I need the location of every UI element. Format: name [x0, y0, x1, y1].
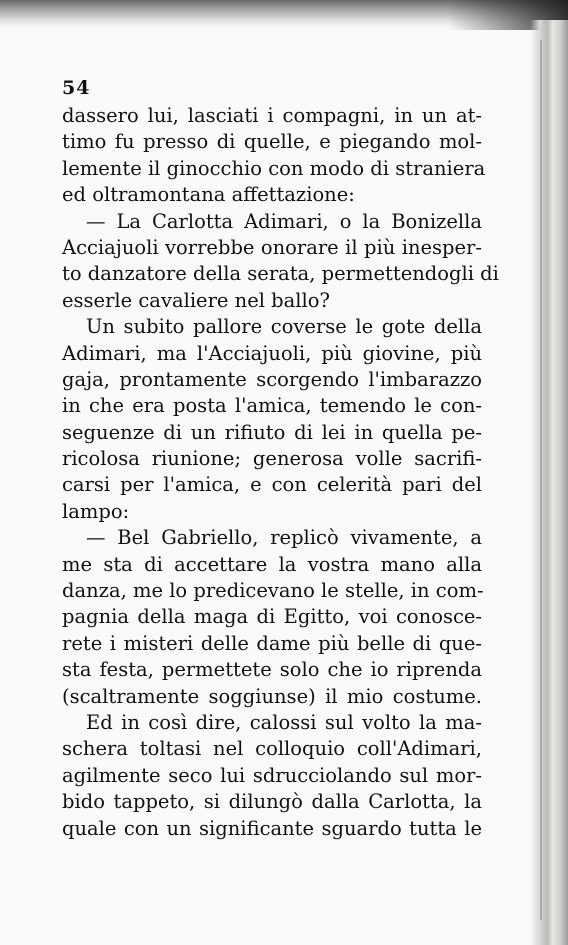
text-line: me sta di accettare la vostra mano alla: [62, 552, 482, 576]
text-line: lampo:: [62, 499, 130, 523]
text-line: carsi per l'amica, e con celerità pari del: [62, 473, 482, 497]
body-text: [62, 103, 499, 842]
text-line: agilmente seco lui sdrucciolando sul mor-: [62, 763, 482, 787]
text-line: to danzatore della serata, permettendogli di: [62, 262, 499, 286]
text-line: bido tappeto, si dilungò dalla Carlotta, la: [62, 790, 482, 814]
text-line: (scaltramente soggiunse) il mio costume.: [62, 684, 482, 708]
text-line: Acciajuoli vorrebbe onorare il più inesper-: [62, 235, 482, 259]
text-line: timo fu presso di quelle, e piegando mol-: [62, 130, 482, 154]
text-line: in che era posta l'amica, temendo le con-: [62, 394, 482, 418]
text-line: esserle cavaliere nel ballo?: [62, 288, 330, 312]
text-line: Un subito pallore coverse le gote della: [86, 315, 482, 339]
text-line: ed oltramontana affettazione:: [62, 183, 355, 207]
text-line: — Bel Gabriello, replicò vivamente, a: [86, 526, 482, 550]
page-number: 54: [62, 77, 91, 99]
text-line: seguenze di un rifiuto di lei in quella pe-: [62, 420, 482, 444]
text-line: rete i misteri delle dame più belle di que-: [62, 631, 482, 655]
text-line: Ed in così dire, calossi sul volto la ma-: [86, 710, 482, 734]
text-line: quale con un significante sguardo tutta le: [62, 816, 482, 840]
text-line: gaja, prontamente scorgendo l'imbarazzo: [62, 367, 482, 391]
text-line: Adimari, ma l'Acciajuoli, più giovine, più: [62, 341, 482, 365]
text-line: ricolosa riunione; generosa volle sacrifi-: [62, 447, 482, 471]
text-line: dassero lui, lasciati i compagni, in un at-: [62, 104, 482, 127]
text-line: sta festa, permettete solo che io riprenda: [62, 658, 482, 682]
text-line: danza, me lo predicevano le stelle, in com-: [62, 579, 484, 603]
text-line: lemente il ginocchio con modo di straniera: [62, 156, 486, 180]
page-edge-line: [540, 40, 542, 920]
text-line: — La Carlotta Adimari, o la Bonizella: [86, 209, 482, 233]
page-gutter-edge: [530, 20, 568, 945]
text-line: schera toltasi nel colloquio coll'Adimari,: [62, 737, 482, 761]
text-line: pagnia della maga di Egitto, voi conosce-: [62, 605, 482, 629]
